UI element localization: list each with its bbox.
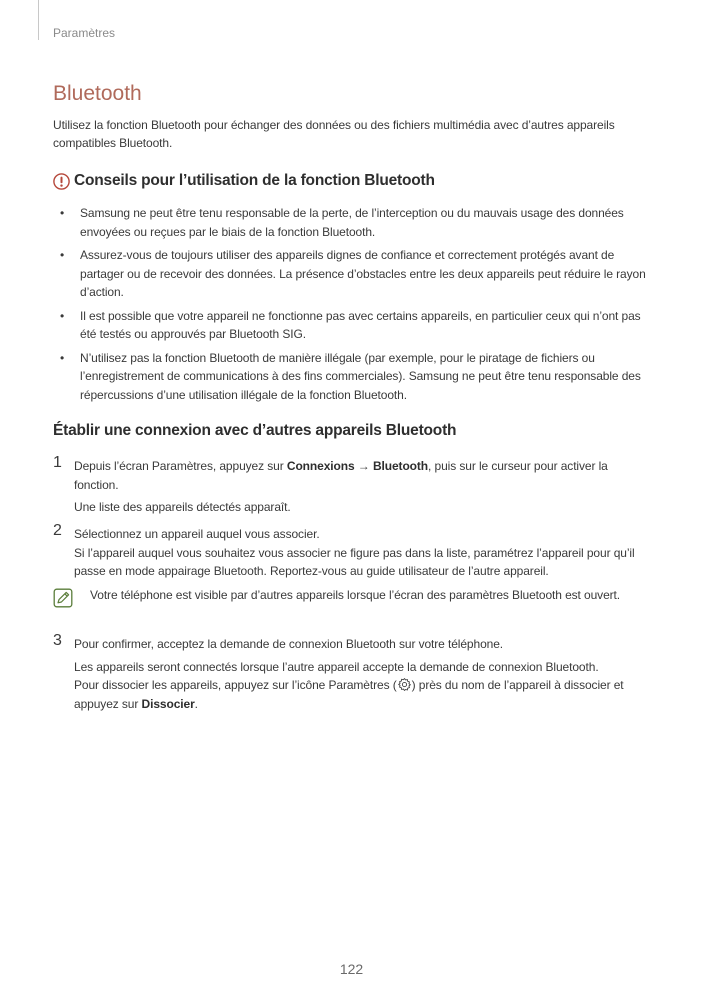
page-number: 122 [339, 961, 364, 977]
bullet-dot: • [60, 308, 65, 323]
caution-bullet-list [57, 204, 653, 409]
section-label: Paramètres [53, 26, 116, 40]
caution-heading-text: Conseils pour l’utilisation de la fonction Bluetooth [74, 172, 435, 189]
step-number: 2 [53, 522, 62, 539]
bullet-dot: • [60, 206, 65, 220]
gear-icon [397, 677, 412, 692]
arrow-separator: → [354, 459, 373, 473]
bullet-text: Assurez-vous de toujours utiliser des appareils dignes de confiance et correctement protégés avant de partager ou de recevoir des données. La présence d’obstacles entre les deux appareils peut réduire le rayon d’action. [80, 248, 646, 299]
bullet-text: N’utilisez pas la fonction Bluetooth de manière illégale (par exemple, pour le piratage de fichiers ou l’enregistrement de communications à des fins commerciales). Samsung ne peut être tenu responsable des répercussions d’une utilisation illégale de la fonction Bluetooth. [80, 350, 641, 402]
connect-heading: Établir une connexion avec d’autres appareils Bluetooth [53, 422, 457, 439]
list-item [57, 204, 653, 241]
intro-paragraph: Utilisez la fonction Bluetooth pour échanger des données ou des fichiers multimédia avec d’autres appareils compatibles Bluetooth. [53, 118, 615, 150]
caution-icon [53, 173, 70, 190]
step-text: . [194, 696, 198, 711]
step-body [74, 457, 653, 517]
note-box [53, 586, 653, 605]
bluetooth-menu-label: Bluetooth [372, 459, 429, 473]
step-instruction [74, 457, 653, 494]
connexions-menu-label: Connexions [286, 459, 355, 473]
page-title: Bluetooth [53, 82, 142, 105]
step-detail: Les appareils seront connectés lorsque l’autre appareil accepte la demande de connexion Bluetooth. [74, 659, 599, 674]
step-text: , puis sur le curseur pour activer la fonction. [74, 459, 608, 492]
step-instruction: Pour confirmer, acceptez la demande de connexion Bluetooth sur votre téléphone. [74, 637, 504, 651]
note-text: Votre téléphone est visible par d’autres appareils lorsque l’écran des paramètres Bluetooth est ouvert. [90, 588, 621, 602]
step-2 [53, 522, 653, 581]
step-instruction: Sélectionnez un appareil auquel vous associer. [74, 527, 320, 541]
bullet-text: Samsung ne peut être tenu responsable de la perte, de l’interception ou du mauvais usage des données envoyées ou reçues par le biais de la fonction Bluetooth. [80, 206, 624, 239]
step-text: Depuis l’écran Paramètres, appuyez sur [74, 459, 287, 473]
step-text: ) près du nom de l’appareil à dissocier et appuyez sur [74, 678, 624, 711]
list-item [57, 307, 653, 344]
dissocier-label: Dissocier [141, 696, 195, 711]
step-body [74, 525, 653, 581]
header-divider [38, 0, 39, 40]
step-number: 3 [53, 632, 62, 649]
step-body [74, 635, 653, 713]
step-1 [53, 454, 653, 517]
bullet-dot: • [60, 248, 65, 262]
caution-heading [53, 172, 435, 190]
step-detail: Une liste des appareils détectés apparaît. [74, 500, 291, 514]
step-number: 1 [53, 454, 62, 471]
bullet-dot: • [60, 350, 65, 365]
step-detail: Si l’appareil auquel vous souhaitez vous associer ne figure pas dans la liste, paramétrez l’appareil pour qu’il passe en mode appairage Bluetooth. Reportez-vous au guide utilisateur de l’autre appareil. [74, 545, 635, 578]
note-icon [53, 588, 73, 608]
step-3 [53, 632, 653, 713]
bullet-text: Il est possible que votre appareil ne fonctionne pas avec certains appareils, en particulier ceux qui n’ont pas été testés ou approuvés par Bluetooth SIG. [80, 308, 641, 341]
list-item [57, 246, 653, 302]
step-text: Pour dissocier les appareils, appuyez sur l’icône Paramètres ( [74, 678, 397, 692]
step-dissociate [74, 676, 653, 713]
list-item [57, 349, 653, 405]
